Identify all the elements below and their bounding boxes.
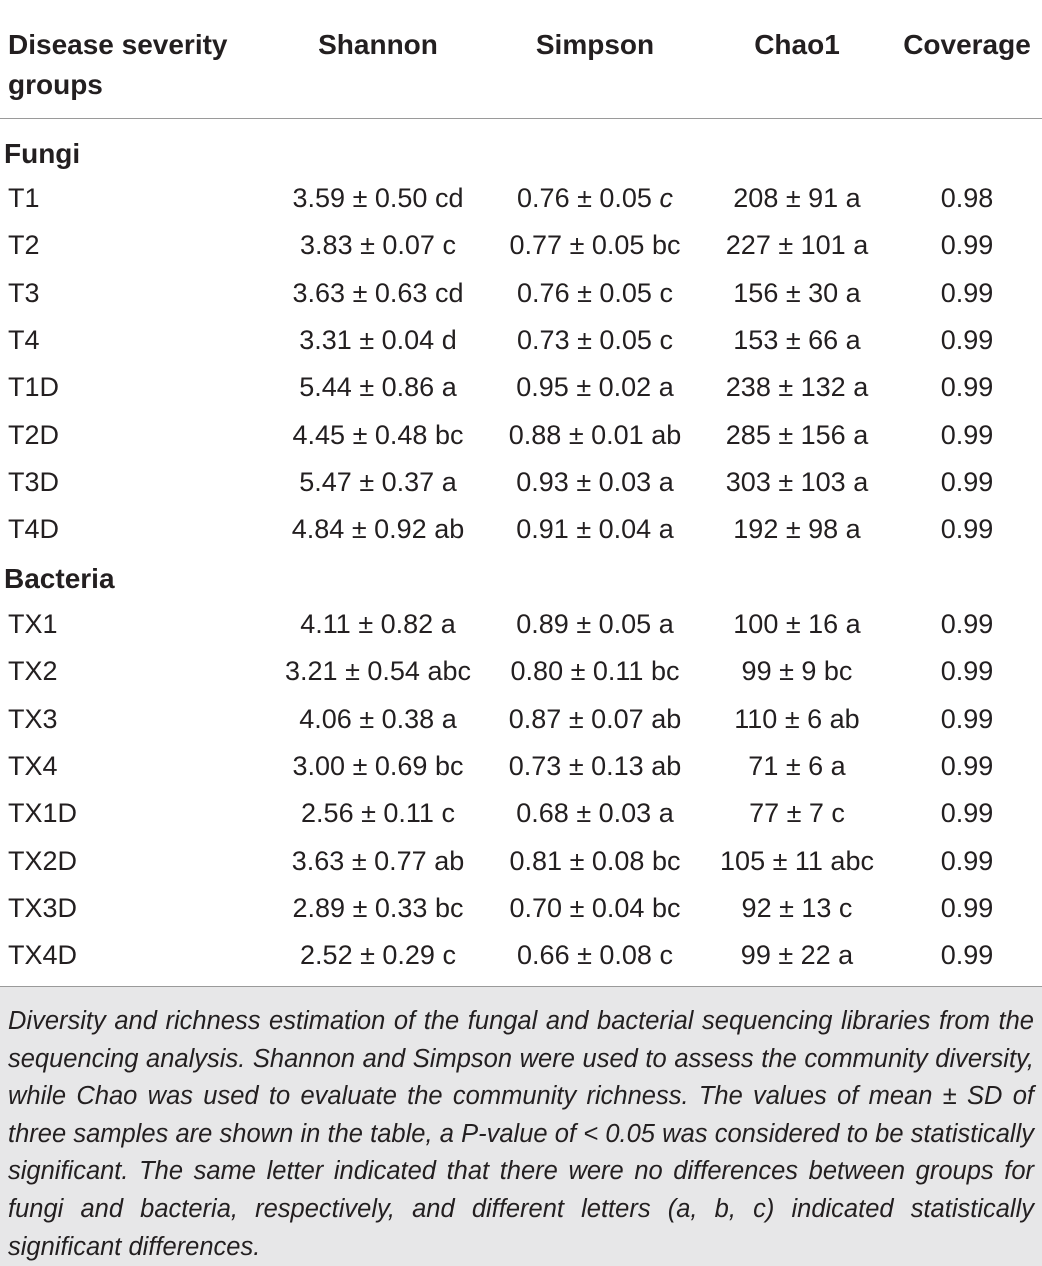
cell-group: TX1D	[8, 798, 78, 829]
cell-chao1: 71 ± 6 a	[748, 750, 846, 781]
cell-group: TX2	[8, 656, 58, 687]
cell-group: T3	[8, 277, 40, 308]
cell-coverage: 0.99	[940, 892, 994, 923]
cell-chao1: 285 ± 156 a	[725, 419, 869, 450]
table-row	[0, 790, 1042, 837]
cell-group: T4	[8, 324, 40, 355]
cell-group: T1	[8, 183, 40, 213]
header-shannon: Shannon	[318, 29, 438, 60]
cell-group: T2D	[8, 419, 60, 450]
cell-coverage: 0.99	[940, 466, 994, 497]
cell-simpson-letter: c	[659, 183, 673, 213]
cell-simpson: 0.89 ± 0.05 a	[516, 609, 674, 639]
cell-coverage: 0.99	[940, 656, 994, 687]
cell-simpson: 0.95 ± 0.02 a	[516, 372, 674, 403]
cell-simpson-value: 0.76 ± 0.05	[517, 183, 652, 213]
cell-simpson: 0.81 ± 0.08 bc	[509, 845, 681, 876]
table-row	[0, 932, 1042, 979]
cell-chao1: 105 ± 11 abc	[720, 845, 874, 876]
cell-coverage: 0.99	[940, 750, 994, 781]
cell-coverage: 0.99	[940, 703, 994, 734]
section-label: Fungi	[4, 138, 81, 169]
cell-shannon: 3.21 ± 0.54 abc	[285, 656, 471, 687]
cell-group: TX4	[8, 750, 58, 781]
header-simpson: Simpson	[535, 29, 655, 60]
cell-simpson: 0.93 ± 0.03 a	[516, 466, 674, 497]
table-row	[0, 601, 1042, 648]
cell-coverage: 0.99	[940, 514, 994, 545]
header-chao1: Chao1	[754, 29, 840, 60]
cell-group: TX4D	[8, 940, 78, 971]
cell-simpson: 0.77 ± 0.05 bc	[509, 230, 681, 261]
section-label: Bacteria	[4, 563, 115, 594]
table-row	[0, 317, 1042, 364]
cell-shannon: 3.59 ± 0.50 cd	[292, 183, 464, 213]
cell-simpson: 0.73 ± 0.13 ab	[508, 750, 682, 781]
cell-coverage: 0.99	[940, 845, 994, 876]
cell-shannon: 4.45 ± 0.48 bc	[292, 419, 464, 450]
table-footnote	[0, 986, 1042, 1266]
cell-chao1: 238 ± 132 a	[725, 372, 869, 403]
cell-chao1: 99 ± 9 bc	[741, 656, 853, 687]
cell-coverage: 0.99	[940, 230, 994, 261]
cell-chao1: 227 ± 101 a	[725, 230, 869, 261]
cell-shannon: 5.47 ± 0.37 a	[299, 466, 457, 497]
cell-simpson: 0.87 ± 0.07 ab	[508, 703, 682, 734]
cell-shannon: 3.63 ± 0.77 ab	[291, 845, 465, 876]
cell-shannon: 3.31 ± 0.04 d	[299, 324, 457, 355]
cell-shannon: 2.89 ± 0.33 bc	[292, 892, 464, 923]
cell-shannon: 4.84 ± 0.92 ab	[291, 514, 465, 545]
cell-coverage: 0.98	[940, 183, 994, 213]
cell-group: T4D	[8, 514, 60, 545]
table-row	[0, 648, 1042, 695]
cell-simpson	[488, 175, 702, 222]
header-coverage: Coverage	[903, 29, 1031, 60]
cell-chao1: 77 ± 7 c	[749, 798, 845, 829]
cell-chao1: 156 ± 30 a	[733, 277, 861, 308]
cell-group: T1D	[8, 372, 60, 403]
table-header	[0, 0, 1042, 119]
cell-simpson: 0.76 ± 0.05 c	[517, 277, 673, 308]
cell-group: T3D	[8, 466, 60, 497]
cell-chao1: 99 ± 22 a	[740, 940, 854, 971]
cell-simpson: 0.73 ± 0.05 c	[517, 324, 673, 355]
table-row	[0, 175, 1042, 222]
cell-coverage: 0.99	[940, 798, 994, 829]
cell-coverage: 0.99	[940, 940, 994, 971]
table-row	[0, 696, 1042, 743]
cell-simpson: 0.70 ± 0.04 bc	[509, 892, 681, 923]
cell-coverage: 0.99	[940, 609, 994, 639]
cell-group: TX3D	[8, 892, 78, 923]
cell-chao1: 153 ± 66 a	[733, 324, 861, 355]
cell-chao1: 110 ± 6 ab	[734, 703, 860, 734]
cell-shannon: 2.52 ± 0.29 c	[300, 940, 456, 971]
cell-simpson: 0.88 ± 0.01 ab	[508, 419, 682, 450]
table-row	[0, 222, 1042, 269]
cell-coverage: 0.99	[940, 372, 994, 403]
cell-group: TX3	[8, 703, 58, 734]
cell-simpson: 0.66 ± 0.08 c	[517, 940, 673, 971]
cell-chao1: 208 ± 91 a	[733, 183, 861, 213]
table-row	[0, 270, 1042, 317]
cell-shannon: 4.06 ± 0.38 a	[299, 703, 457, 734]
table-row	[0, 743, 1042, 790]
cell-shannon: 3.83 ± 0.07 c	[300, 230, 456, 261]
cell-simpson: 0.80 ± 0.11 bc	[510, 656, 680, 687]
cell-shannon: 4.11 ± 0.82 a	[300, 609, 456, 639]
table-row	[0, 885, 1042, 932]
cell-chao1: 100 ± 16 a	[733, 609, 861, 639]
table-row	[0, 506, 1042, 553]
cell-group: TX1	[8, 609, 58, 639]
cell-shannon: 3.00 ± 0.69 bc	[292, 750, 464, 781]
cell-group: T2	[8, 230, 40, 261]
footnote-text: Diversity and richness estimation of the fungal and bacterial sequencing libraries from the sequencing analysis. Shannon and Simpson were used to assess the community diversity, while Chao was used to evaluate the community richness. The values of mean ± SD of three samples are shown in the table, a P-value of < 0.05 was considered to be statistically significant. The same letter indicated that there were no differences between groups for fungi and bacteria, respectively, and different letters (a, b, c) indicated statistically significant differences.	[8, 1007, 1034, 1261]
cell-coverage: 0.99	[940, 419, 994, 450]
cell-coverage: 0.99	[940, 277, 994, 308]
cell-simpson: 0.68 ± 0.03 a	[516, 798, 674, 829]
cell-chao1: 303 ± 103 a	[725, 466, 869, 497]
cell-shannon: 3.63 ± 0.63 cd	[292, 277, 464, 308]
cell-coverage: 0.99	[940, 324, 994, 355]
table-row	[0, 364, 1042, 411]
cell-group: TX2D	[8, 845, 78, 876]
table-row	[0, 412, 1042, 459]
cell-shannon: 2.56 ± 0.11 c	[301, 798, 455, 829]
cell-chao1: 92 ± 13 c	[741, 892, 853, 923]
table-row	[0, 459, 1042, 506]
table-row	[0, 838, 1042, 885]
cell-simpson: 0.91 ± 0.04 a	[516, 514, 674, 545]
header-group: Disease severity groups	[8, 29, 228, 100]
cell-chao1: 192 ± 98 a	[733, 514, 861, 545]
cell-shannon: 5.44 ± 0.86 a	[299, 372, 457, 403]
